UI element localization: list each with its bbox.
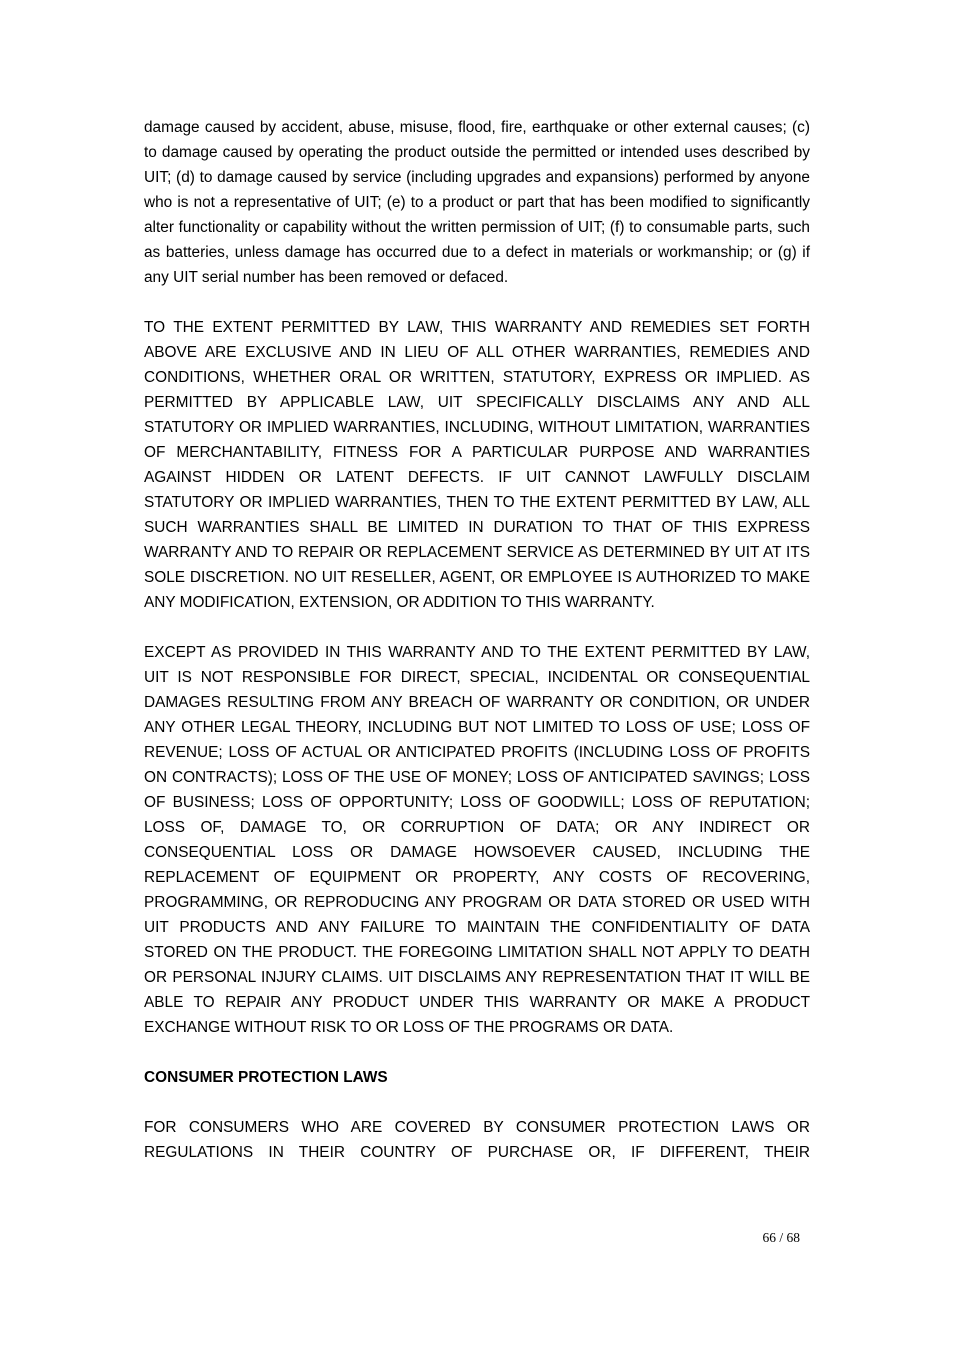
paragraph-exclusions: damage caused by accident, abuse, misuse, flood, fire, earthquake or other external causes; (c) to damage caused by operating the product outside the permitted or intended uses described by UIT; (d) to damage caused by service (including upgrades and expansions) performed by anyone who is not a representative of UIT; (e) to a product or part that has been modified to significantly alter functionality or capability without the written permission of UIT; (f) to consumable parts, such as batteries, unless damage has occurred due to a defect in materials or workmanship; or (g) if any UIT serial number has been removed or defaced. — [144, 119, 810, 286]
page-number: 66 / 68 — [762, 1230, 800, 1245]
paragraph-warranty-disclaimer: TO THE EXTENT PERMITTED BY LAW, THIS WARRANTY AND REMEDIES SET FORTH ABOVE ARE EXCLUSIVE AND IN LIEU OF ALL OTHER WARRANTIES, REMEDIES AND CONDITIONS, WHETHER ORAL OR WRITTEN, STATUTORY, EXPRESS OR IMPLIED. AS PERMITTED BY APPLICABLE LAW, UIT SPECIFICALLY DISCLAIMS ANY AND ALL STATUTORY OR IMPLIED WARRANTIES, INCLUDING, WITHOUT LIMITATION, WARRANTIES OF MERCHANTABILITY, FITNESS FOR A PARTICULAR PURPOSE AND WARRANTIES AGAINST HIDDEN OR LATENT DEFECTS. IF UIT CANNOT LAWFULLY DISCLAIM STATUTORY OR IMPLIED WARRANTIES, THEN TO THE EXTENT PERMITTED BY LAW, ALL SUCH WARRANTIES SHALL BE LIMITED IN DURATION TO THAT OF THIS EXPRESS WARRANTY AND TO REPAIR OR REPLACEMENT SERVICE AS DETERMINED BY UIT AT ITS SOLE DISCRETION. NO UIT RESELLER, AGENT, OR EMPLOYEE IS AUTHORIZED TO MAKE ANY MODIFICATION, EXTENSION, OR ADDITION TO THIS WARRANTY. — [144, 319, 810, 611]
paragraph-consumer-protection: FOR CONSUMERS WHO ARE COVERED BY CONSUMER PROTECTION LAWS OR REGULATIONS IN THEIR COUNTRY OF PURCHASE OR, IF DIFFERENT, THEIR — [144, 1119, 810, 1161]
paragraph-liability-limitation: EXCEPT AS PROVIDED IN THIS WARRANTY AND TO THE EXTENT PERMITTED BY LAW, UIT IS NOT RESPONSIBLE FOR DIRECT, SPECIAL, INCIDENTAL OR CONSEQUENTIAL DAMAGES RESULTING FROM ANY BREACH OF WARRANTY OR CONDITION, OR UNDER ANY OTHER LEGAL THEORY, INCLUDING BUT NOT LIMITED TO LOSS OF USE; LOSS OF REVENUE; LOSS OF ACTUAL OR ANTICIPATED PROFITS (INCLUDING LOSS OF PROFITS ON CONTRACTS); LOSS OF THE USE OF MONEY; LOSS OF ANTICIPATED SAVINGS; LOSS OF BUSINESS; LOSS OF OPPORTUNITY; LOSS OF GOODWILL; LOSS OF REPUTATION; LOSS OF, DAMAGE TO, OR CORRUPTION OF DATA; OR ANY INDIRECT OR CONSEQUENTIAL LOSS OR DAMAGE HOWSOEVER CAUSED, INCLUDING THE REPLACEMENT OF EQUIPMENT OR PROPERTY, ANY COSTS OF RECOVERING, PROGRAMMING, OR REPRODUCING ANY PROGRAM OR DATA STORED OR USED WITH UIT PRODUCTS AND ANY FAILURE TO MAINTAIN THE CONFIDENTIALITY OF DATA STORED ON THE PRODUCT. THE FOREGOING LIMITATION SHALL NOT APPLY TO DEATH OR PERSONAL INJURY CLAIMS. UIT DISCLAIMS ANY REPRESENTATION THAT IT WILL BE ABLE TO REPAIR ANY PRODUCT UNDER THIS WARRANTY OR MAKE A PRODUCT EXCHANGE WITHOUT RISK TO OR LOSS OF THE PROGRAMS OR DATA. — [144, 644, 810, 1036]
document-body — [144, 115, 810, 1165]
section-heading: CONSUMER PROTECTION LAWS — [144, 1069, 388, 1086]
